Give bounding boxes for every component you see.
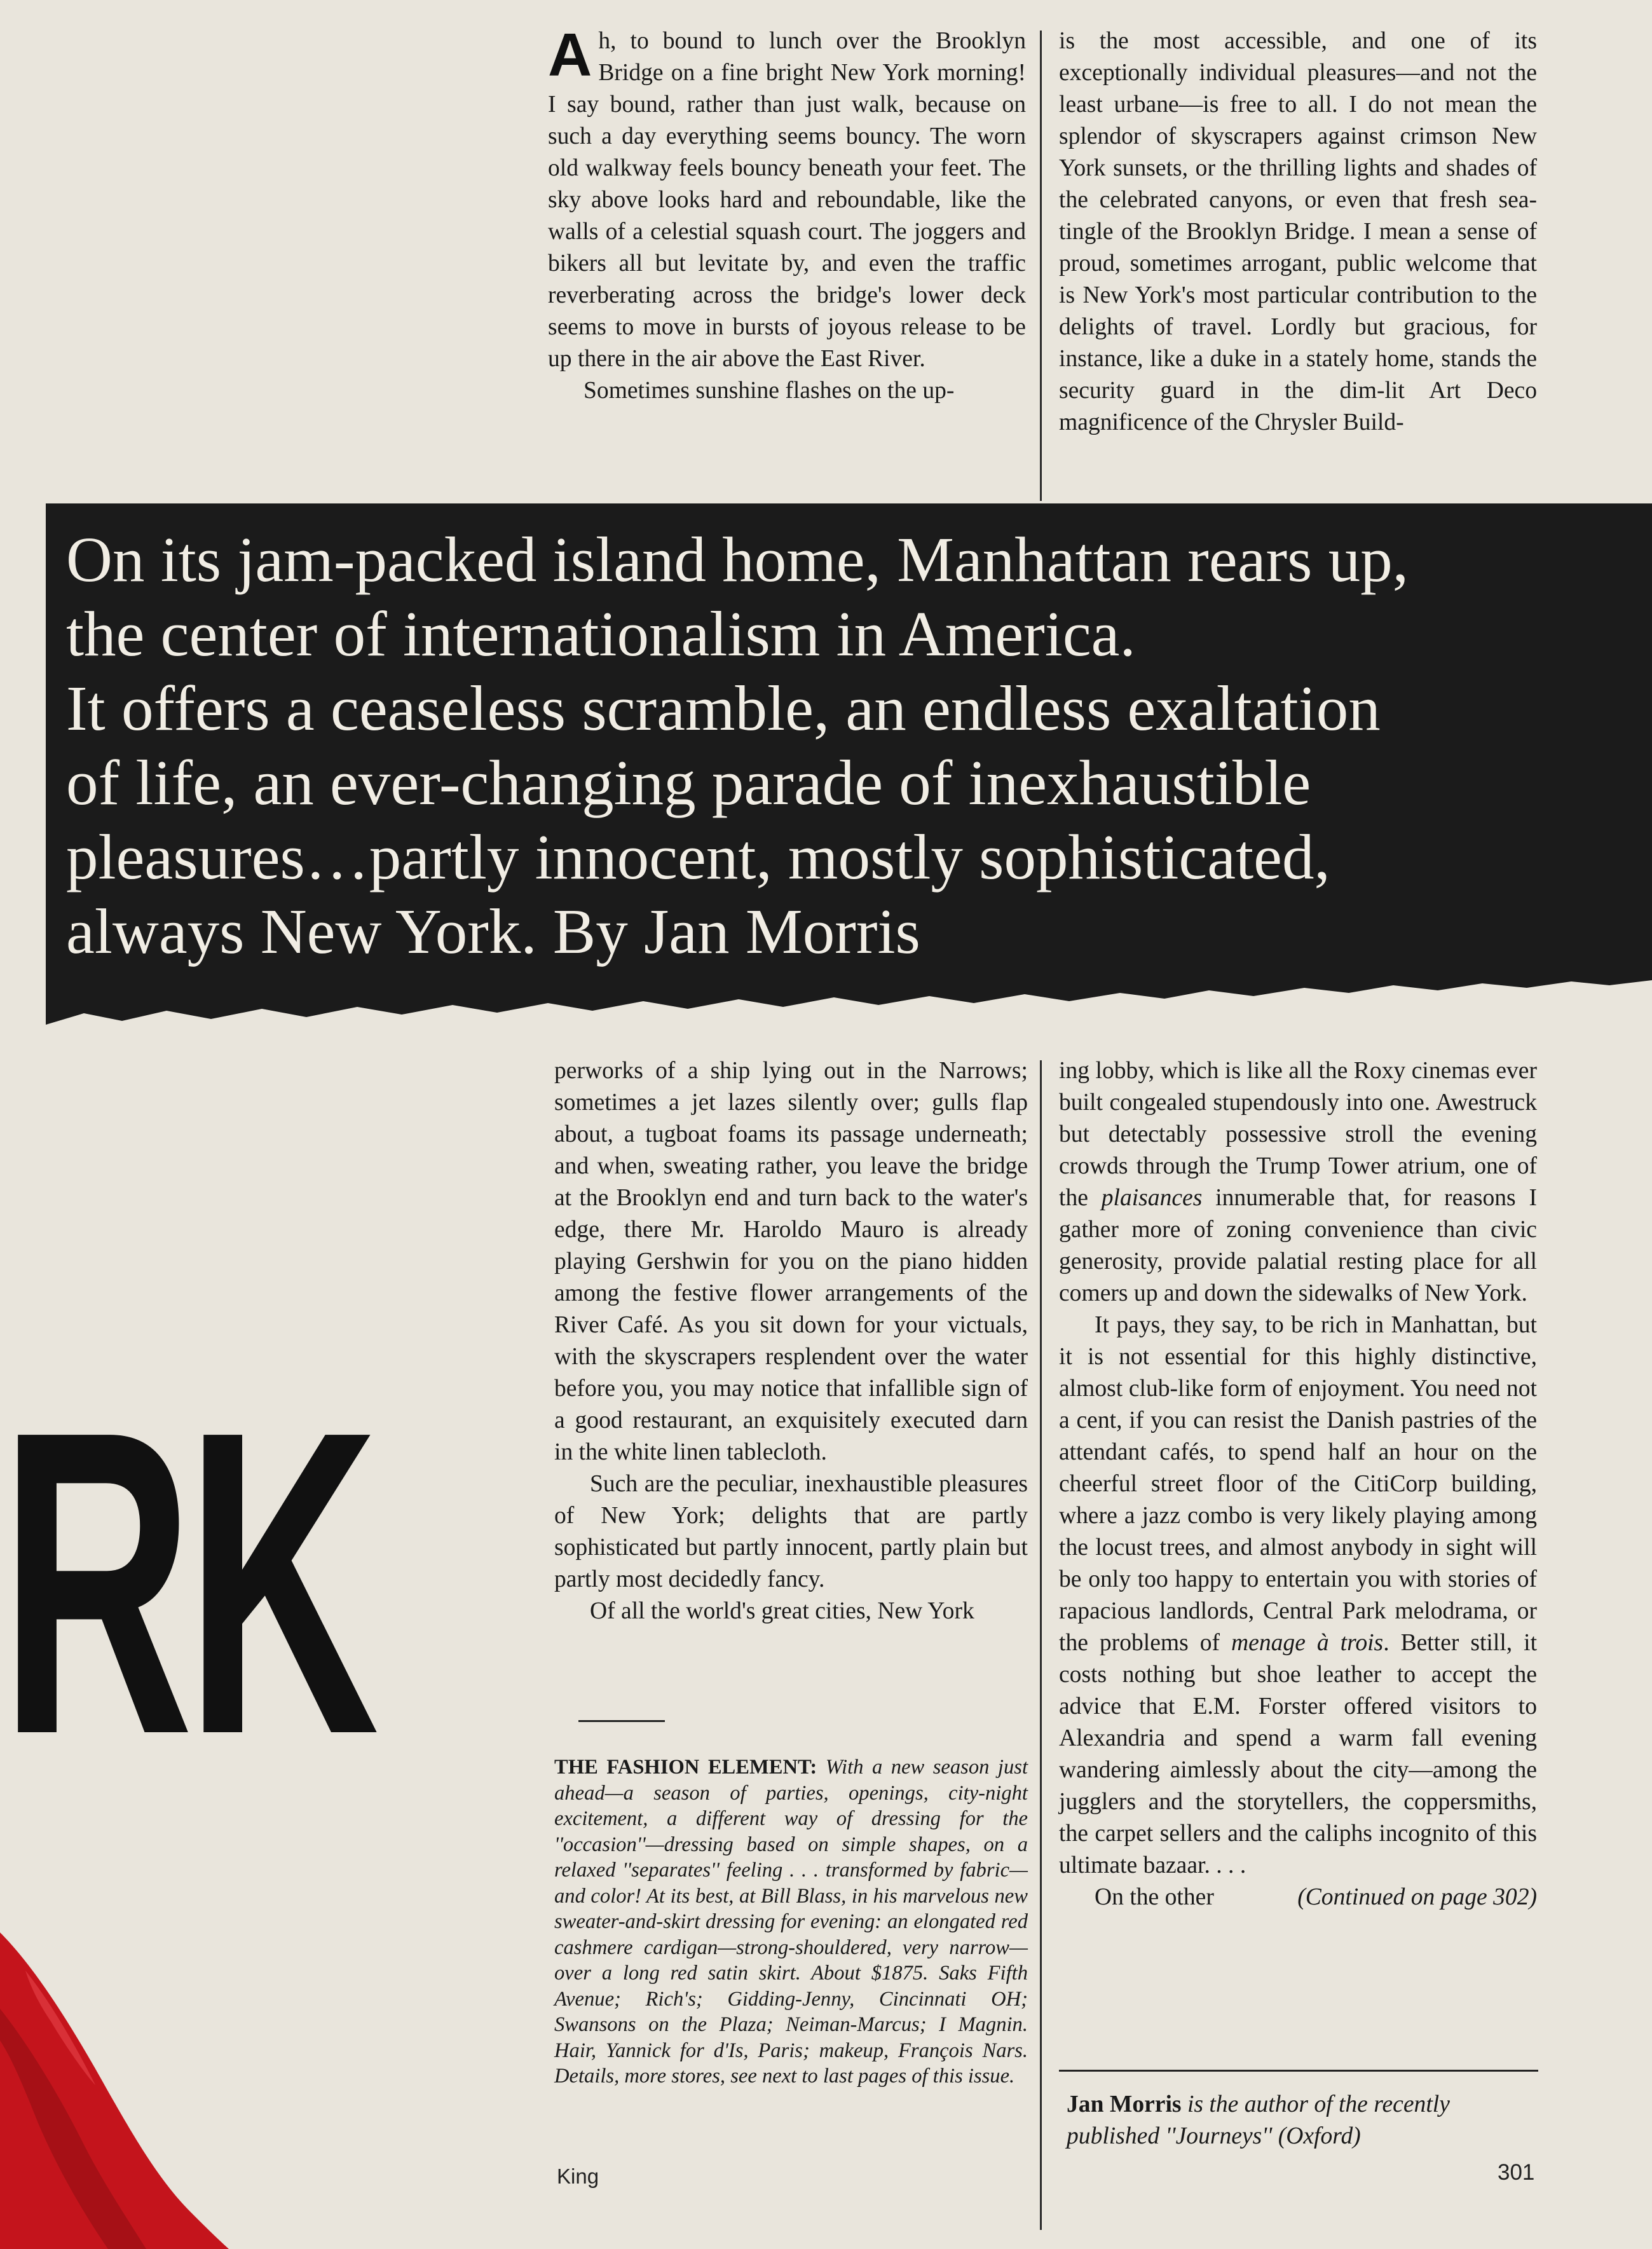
headline-text <box>66 523 1617 969</box>
paragraph-lobby <box>1059 1055 1537 1309</box>
paragraph-lobby-text: innumerable that, for reasons I gather more of zoning convenience than civic generosity, provide palatial resting place for all comers up and down the sidewalks of New York. <box>1059 1185 1537 1306</box>
fashion-note-text: With a new season just ahead—a season of parties, openings, city-night excitement, a different way of dressing for the ''occasion''—dressing based on simple shapes, on a relaxed ''separates'' feeling . . . transformed by fabric—and color! At its best, at Bill Blass, in his marvelous new sweater-and-skirt dressing for evening: an elongated red cashmere cardigan—strong-shouldered, very narrow—over a long red satin skirt. About $1875. Saks Fifth Avenue; Rich's; Gidding-Jenny, Cincinnati OH; Swansons on the Plaza; Neiman-Marcus; I Magnin. Hair, Yannick for d'Is, Paris; makeup, François Nars. Details, more stores, see next to last pages of this issue. <box>554 1756 1028 2088</box>
red-shoe-image <box>0 1932 229 2249</box>
display-letters: RK <box>0 1341 372 1824</box>
page-number: 301 <box>1498 2160 1535 2185</box>
paragraph-ship: perworks of a ship lying out in the Narrows; sometimes a jet lazes silently over; gulls flap about, a tugboat foams its passage underneath; and when, sweating rather, you leave the bridge at the Brooklyn end and turn back to the water's edge, there Mr. Haroldo Mauro is already playing Gershwin for you on the piano hidden among the festive flower arrangements of the River Café. As you sit down for your victuals, with the skyscrapers resplendent over the water before you, you may notice that infallible sign of a good restaurant, an exquisitely executed darn in the white linen tablecloth. <box>554 1058 1028 1465</box>
headline-line: It offers a ceaseless scramble, an endless exaltation <box>66 673 1381 744</box>
headline-line: the center of internationalism in America. <box>66 598 1136 669</box>
headline-line: always New York. By Jan Morris <box>66 896 920 967</box>
headline-line: On its jam-packed island home, Manhattan rears up, <box>66 524 1409 595</box>
paragraph-other-text: On the other <box>1095 1884 1214 1910</box>
opening-paragraph <box>548 21 1026 375</box>
paragraph-sunshine: Sometimes sunshine flashes on the up- <box>584 378 955 404</box>
paragraph-rich-text: It pays, they say, to be rich in Manhattan, but it is not essential for this highly distinctive, almost club-like form of enjoyment. You need not a cent, if you can resist the Danish pastries of the attendant cafés, to spend half an hour on the cheerful street floor of the CitiCorp building, where a jazz combo is very likely playing among the locust trees, and almost anybody in sight will be only too happy to entertain you with stories of rapacious landlords, Central Park melodrama, or the problems of <box>1059 1312 1537 1656</box>
drop-cap: A <box>548 21 592 89</box>
headline-banner <box>46 503 1652 1050</box>
continuation-line <box>1059 1882 1537 1913</box>
italic-plaisances: plaisances <box>1101 1185 1203 1211</box>
author-bio <box>1067 2089 1538 2152</box>
column-divider-top <box>1040 31 1042 501</box>
top-left-column <box>548 21 1026 407</box>
author-bio-text: is the author of the recently published ''Journeys'' (Oxford) <box>1067 2091 1450 2149</box>
paragraph-cities: Of all the world's great cities, New York <box>590 1598 974 1624</box>
top-right-column <box>1059 25 1537 439</box>
paragraph-accessible: is the most accessible, and one of its exceptionally individual pleasures—and not the least urbane—is free to all. I do not mean the splendor of skyscrapers against crimson New York sunsets, or the thrilling lights and shades of the celebrated canyons, or even that fresh sea-tingle of the Brooklyn Bridge. I mean a sense of proud, sometimes arrogant, public welcome that is New York's most particular contribution to the delights of travel. Lordly but gracious, for instance, like a duke in a stately home, stands the security guard in the dim-lit Art Deco magnificence of the Chrysler Build- <box>1059 28 1537 435</box>
paragraph-peculiar: Such are the peculiar, inexhaustible pleasures of New York; delights that are partly sophisticated but partly innocent, partly plain but partly most decidedly fancy. <box>554 1471 1028 1592</box>
paragraph-lobby-text: ing lobby, which is like all the Roxy cinemas ever built congealed stupendously into one. Awestruck but detectably possessive stroll the evening crowds through the Trump Tower atrium, one of the <box>1059 1058 1537 1211</box>
column-divider-bottom <box>1040 1060 1042 2230</box>
author-name: Jan Morris <box>1067 2091 1182 2117</box>
opening-paragraph-text: h, to bound to lunch over the Brooklyn Bridge on a fine bright New York morning! I say bound, rather than just walk, because on such a day everything seems bouncy. The worn old walkway feels bouncy beneath your feet. The sky above looks hard and reboundable, like the walls of a celestial squash court. The joggers and bikers all but levitate by, and even the traffic reverberating across the bridge's lower deck seems to move in bursts of joyous release to be up there in the air above the East River. <box>548 28 1026 372</box>
fashion-note-rule <box>578 1720 665 1722</box>
paragraph-rich <box>1059 1309 1537 1882</box>
photo-credit: King <box>557 2164 599 2188</box>
continued-on-page: (Continued on page 302) <box>1297 1884 1537 1910</box>
fashion-note-label: THE FASHION ELEMENT: <box>554 1756 817 1779</box>
bottom-left-column <box>554 1055 1028 1627</box>
bio-rule <box>1059 2070 1538 2072</box>
bottom-right-column <box>1059 1055 1537 1913</box>
headline-line: pleasures…partly innocent, mostly sophisticated, <box>66 821 1330 892</box>
paragraph-rich-text: . Better still, it costs nothing but shoe leather to accept the advice that E.M. Forster offered visitors to Alexandria and spend a warm fall evening wandering aimlessly about the city—among the jugglers and the storytellers, the coppersmiths, the carpet sellers and the caliphs incognito of this ultimate bazaar. . . . <box>1059 1630 1538 1878</box>
headline-line: of life, an ever-changing parade of inexhaustible <box>66 747 1311 818</box>
fashion-note <box>554 1754 1028 2089</box>
italic-menage: menage à trois <box>1231 1630 1384 1656</box>
